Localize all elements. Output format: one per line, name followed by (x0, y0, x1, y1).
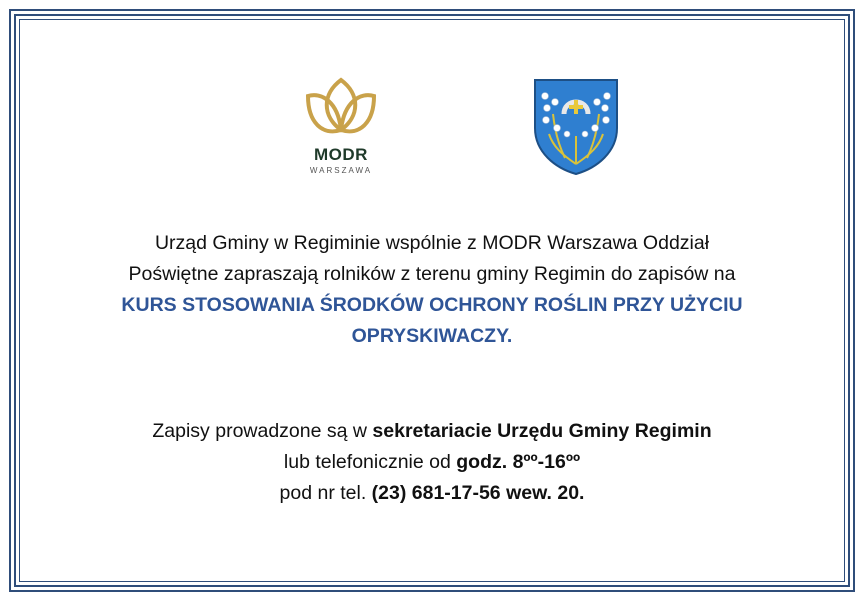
registration-phone: (23) 681-17-56 wew. 20. (371, 482, 585, 504)
registration-line-2-text: lub telefonicznie od (283, 451, 457, 473)
invitation-paragraph (40, 228, 824, 352)
registration-paragraph (40, 416, 824, 509)
modr-city: WARSZAWA (309, 166, 373, 175)
registration-line-2 (40, 447, 824, 478)
registration-line-1-text: Zapisy prowadzone są w (152, 420, 373, 442)
registration-place: sekretariacie Urzędu Gminy Regimin (372, 420, 712, 442)
modr-triquetra-icon (300, 72, 382, 144)
modr-name: MODR (314, 145, 368, 164)
registration-line-3 (40, 478, 824, 509)
modr-logo (300, 72, 382, 182)
course-title-line-2: OPRYSKIWACZY. (351, 325, 513, 347)
coat-of-arms-icon (531, 76, 621, 176)
regimin-coat-of-arms (531, 76, 621, 176)
registration-line-1 (40, 416, 824, 447)
invitation-line-2: Poświętne zapraszają rolników z terenu gminy Regimin do zapisów na (128, 263, 736, 285)
invitation-line-1: Urząd Gminy w Regiminie wspólnie z MODR Warszawa Oddział (154, 232, 710, 254)
registration-line-3-text: pod nr tel. (279, 482, 372, 504)
registration-hours: godz. 8ºº-16ºº (456, 451, 581, 473)
course-title-line-1: KURS STOSOWANIA ŚRODKÓW OCHRONY ROŚLIN PRZY UŻYCIU (121, 294, 743, 316)
